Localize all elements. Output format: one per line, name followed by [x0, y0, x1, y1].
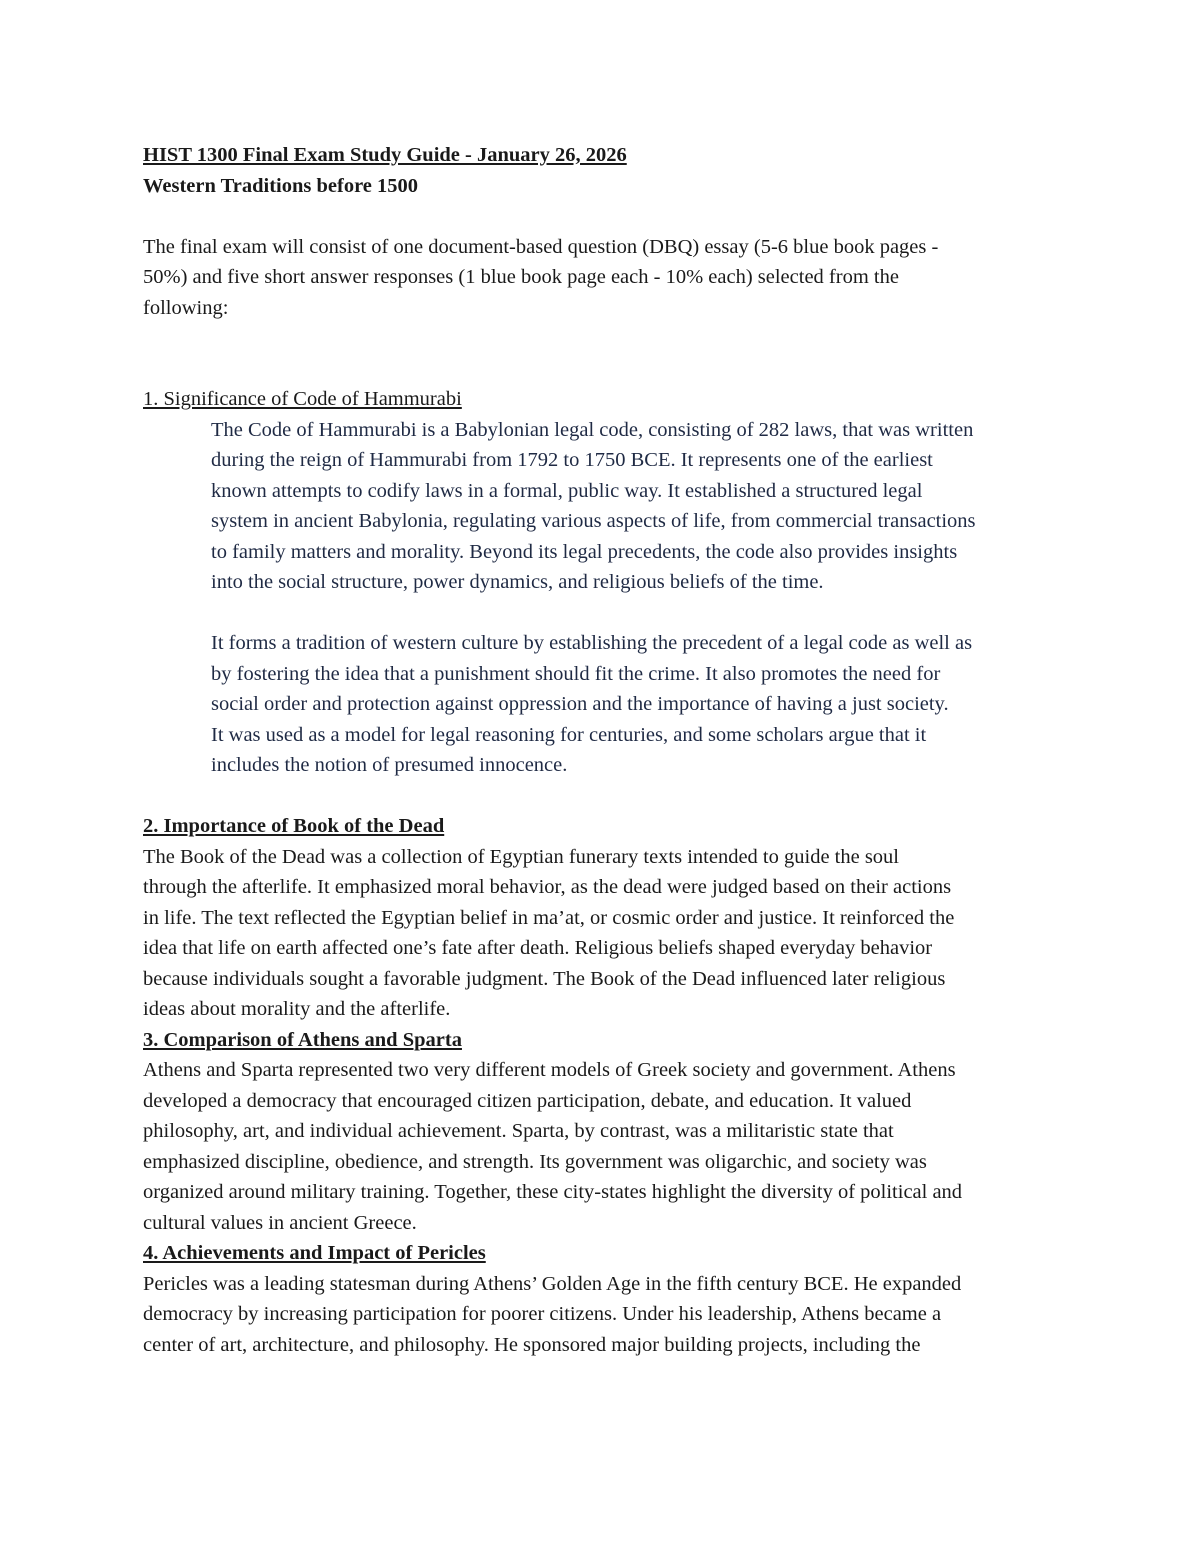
section-paragraph: [143, 415, 1063, 598]
paragraph-line: The Book of the Dead was a collection of Egyptian funerary texts intended to guide the soul: [143, 845, 900, 868]
blank-line: [143, 201, 1063, 232]
document-title: HIST 1300 Final Exam Study Guide - January 26, 2026: [143, 144, 627, 166]
intro-paragraph: [143, 232, 1063, 324]
paragraph-line: system in ancient Babylonia, regulating various aspects of life, from commercial transactions: [211, 510, 976, 532]
paragraph-line: through the afterlife. It emphasized moral behavior, as the dead were judged based on their actions: [143, 876, 952, 898]
paragraph-line: social order and protection against oppression and the importance of having a just society.: [211, 693, 949, 715]
section-heading: 3. Comparison of Athens and Sparta: [143, 1028, 462, 1051]
paragraph-line: into the social structure, power dynamics, and religious beliefs of the time.: [211, 571, 824, 593]
paragraph-line: ideas about morality and the afterlife.: [143, 998, 451, 1020]
section-heading: 4. Achievements and Impact of Pericles: [143, 1242, 486, 1264]
section-paragraph: [143, 628, 1063, 781]
paragraph-line: during the reign of Hammurabi from 1792 to 1750 BCE. It represents one of the earliest: [211, 449, 933, 471]
paragraph-line: because individuals sought a favorable judgment. The Book of the Dead influenced later religious: [143, 967, 946, 990]
paragraph-line: It forms a tradition of western culture by establishing the precedent of a legal code as well as: [211, 632, 973, 654]
paragraph-line: known attempts to codify laws in a formal, public way. It established a structured legal: [211, 479, 923, 502]
section-heading: 2. Importance of Book of the Dead: [143, 815, 445, 837]
paragraph-line: emphasized discipline, obedience, and strength. Its government was oligarchic, and society was: [143, 1150, 927, 1173]
section-book-of-the-dead: [143, 811, 1063, 1025]
intro-line: following:: [143, 296, 229, 319]
paragraph-line: democracy by increasing participation for poorer citizens. Under his leadership, Athens became a: [143, 1303, 942, 1325]
document-body: [143, 140, 1063, 1360]
paragraph-line: Athens and Sparta represented two very different models of Greek society and government. Athens: [143, 1059, 956, 1081]
paragraph-line: by fostering the idea that a punishment should fit the crime. It also promotes the need for: [211, 662, 941, 685]
paragraph-line: to family matters and morality. Beyond its legal precedents, the code also provides insights: [211, 540, 958, 563]
paragraph-line: It was used as a model for legal reasoning for centuries, and some scholars argue that it: [211, 723, 927, 746]
paragraph-line: Pericles was a leading statesman during Athens’ Golden Age in the fifth century BCE. He expanded: [143, 1272, 962, 1295]
paragraph-line: cultural values in ancient Greece.: [143, 1211, 417, 1234]
blank-line: [143, 598, 1063, 629]
blank-line: [143, 781, 1063, 812]
blank-lines: [143, 323, 1063, 384]
paragraph-line: center of art, architecture, and philosophy. He sponsored major building projects, including the: [143, 1333, 921, 1356]
section-heading: 1. Significance of Code of Hammurabi: [143, 388, 462, 410]
paragraph-line: developed a democracy that encouraged citizen participation, debate, and education. It valued: [143, 1089, 912, 1112]
paragraph-line: in life. The text reflected the Egyptian belief in ma’at, or cosmic order and justice. It reinforced the: [143, 906, 955, 929]
paragraph-line: includes the notion of presumed innocence.: [211, 754, 568, 776]
paragraph-line: organized around military training. Together, these city-states highlight the diversity of political and: [143, 1181, 963, 1203]
document-subtitle: Western Traditions before 1500: [143, 174, 419, 197]
paragraph-line: The Code of Hammurabi is a Babylonian legal code, consisting of 282 laws, that was written: [211, 418, 974, 441]
section-pericles: [143, 1238, 1063, 1360]
intro-line: 50%) and five short answer responses (1 blue book page each - 10% each) selected from the: [143, 266, 899, 288]
section-code-of-hammurabi: [143, 384, 1063, 781]
section-athens-and-sparta: [143, 1025, 1063, 1239]
paragraph-line: philosophy, art, and individual achievement. Sparta, by contrast, was a militaristic state that: [143, 1120, 894, 1142]
paragraph-line: idea that life on earth affected one’s fate after death. Religious beliefs shaped everyday behavior: [143, 937, 933, 959]
intro-line: The final exam will consist of one document-based question (DBQ) essay (5-6 blue book pages -: [143, 235, 939, 258]
